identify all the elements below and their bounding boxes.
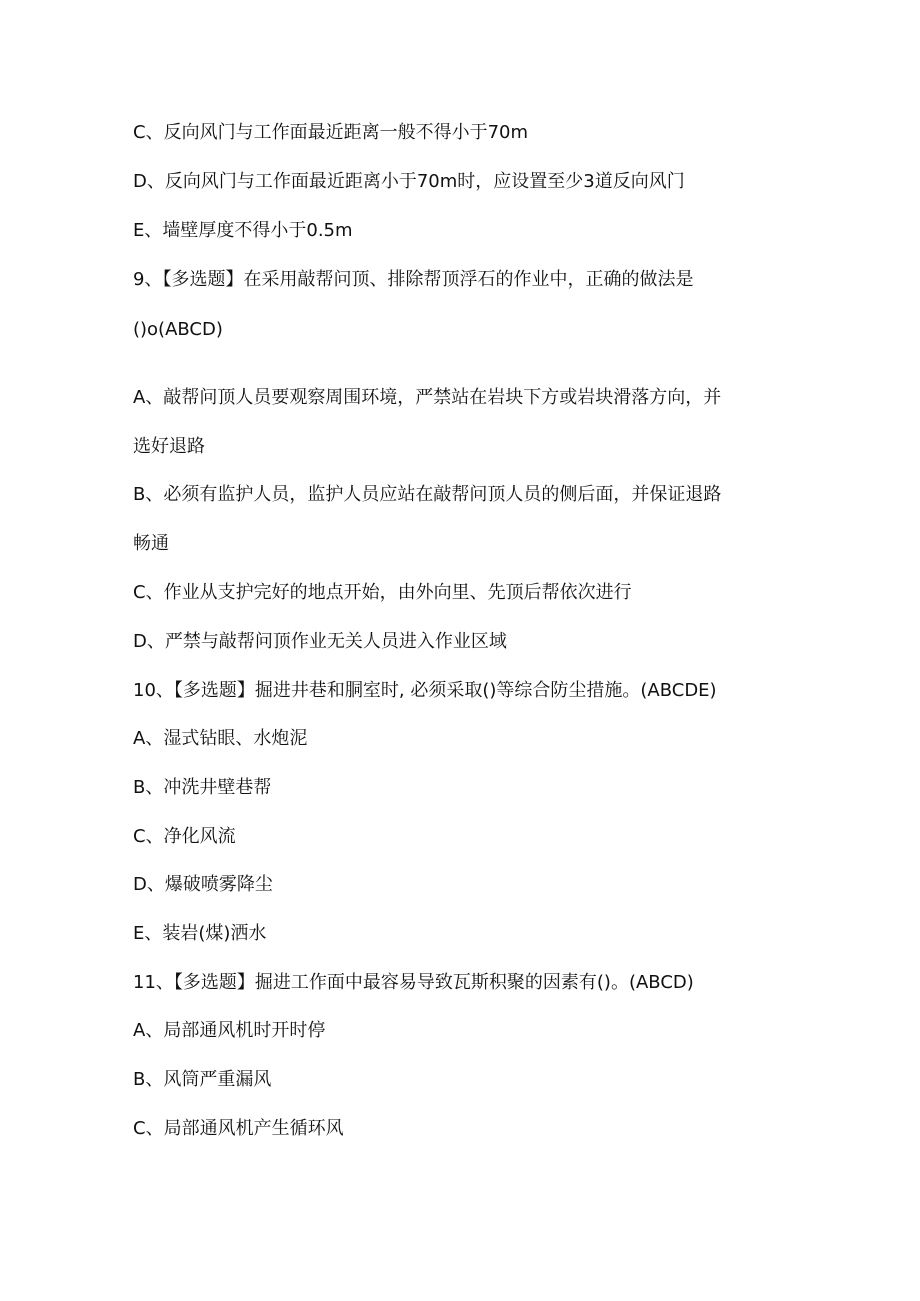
question-10-text: 10、【多选题】掘进井巷和胴室时, 必须采取()等综合防尘措施。(ABCDE): [133, 680, 717, 701]
question-11-text: 11、【多选题】掘进工作面中最容易导致瓦斯积聚的因素有()。(ABCD): [133, 972, 694, 993]
option-a-q10: A、湿式钻眼、水炮泥: [133, 728, 308, 749]
option-e-q10: E、装岩(煤)洒水: [133, 923, 267, 944]
option-e-q8: E、墙壁厚度不得小于0.5m: [133, 220, 353, 241]
option-b-q11: B、风筒严重漏风: [133, 1069, 272, 1090]
option-c-q9: C、作业从支护完好的地点开始，由外向里、先顶后帮依次进行: [133, 582, 632, 603]
option-a-q9-line1: A、敲帮问顶人员要观察周围环境，严禁站在岩块下方或岩块滑落方向，并: [133, 387, 722, 408]
option-d-q8: D、反向风门与工作面最近距离小于70m时，应设置至少3道反向风门: [133, 171, 685, 192]
option-c-q8: C、反向风门与工作面最近距离一般不得小于70m: [133, 122, 529, 143]
question-9-text: 9、【多选题】在采用敲帮问顶、排除帮顶浮石的作业中，正确的做法是: [133, 269, 694, 290]
option-b-q10: B、冲洗井壁巷帮: [133, 777, 272, 798]
question-9-answer: ()o(ABCD): [133, 319, 223, 340]
option-a-q9-line2: 选好退路: [133, 436, 205, 457]
option-b-q9-line1: B、必须有监护人员，监护人员应站在敲帮问顶人员的侧后面，并保证退路: [133, 484, 722, 505]
option-d-q10: D、爆破喷雾降尘: [133, 874, 273, 895]
option-d-q9: D、严禁与敲帮问顶作业无关人员进入作业区域: [133, 631, 507, 652]
option-b-q9-line2: 畅通: [133, 533, 169, 554]
option-c-q11: C、局部通风机产生循环风: [133, 1118, 344, 1139]
option-a-q11: A、局部通风机时开时停: [133, 1020, 326, 1041]
option-c-q10: C、净化风流: [133, 826, 236, 847]
